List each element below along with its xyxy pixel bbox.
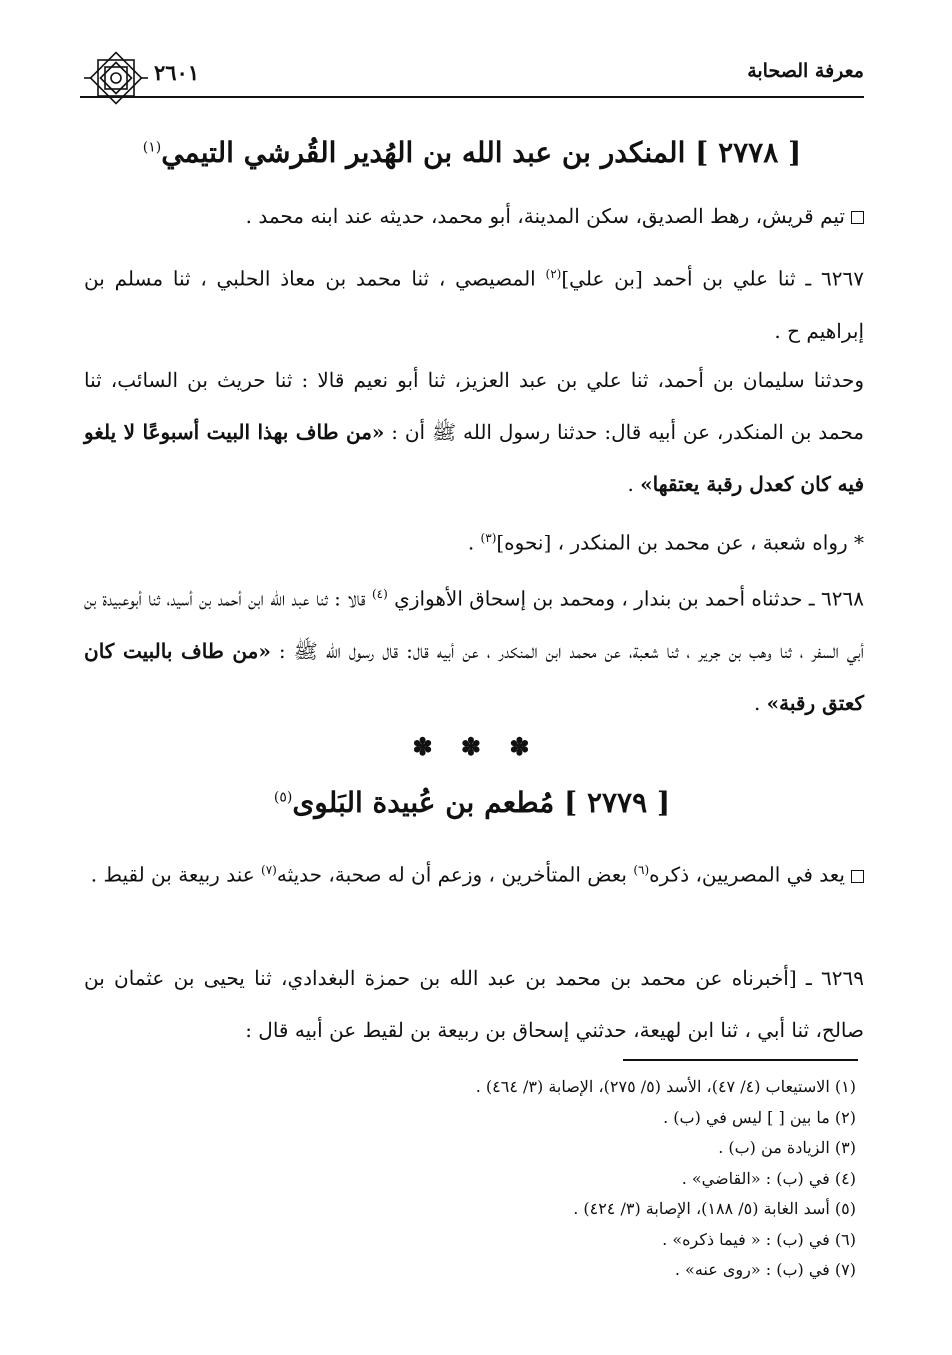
hadith-6268 [84, 568, 864, 729]
entry-intro [84, 844, 864, 901]
section-separator: ✽ ✽ ✽ [412, 732, 540, 761]
entry-heading-2778 [80, 136, 864, 169]
entry-heading-2779 [80, 786, 864, 819]
footnote-item: (٦) في (ب) : « فيما ذكره» . [662, 1229, 856, 1249]
hadith-matn: «من طاف بالبيت كان كعتق رقبة» [84, 638, 864, 715]
footnote-item: (٣) الزيادة من (ب) . [718, 1138, 856, 1157]
hadith-text: ٦٢٦٧ ـ ثنا علي بن أحمد [بن علي] [561, 266, 864, 291]
entry-heading-text: [ ٢٧٧٨ ] المنكدر بن عبد الله بن الهُدير القُرشي التيمي [161, 136, 802, 169]
intro-text: يعد في المصريين، ذكره [649, 862, 845, 887]
footnote-ref: (٤) [371, 587, 388, 601]
running-title: معرفة الصحابة [747, 60, 864, 82]
header-rule [80, 96, 864, 98]
note-text: * رواه شعبة ، عن محمد بن المنكدر ، [نحوه] [496, 530, 864, 555]
footnote-rule [623, 1059, 858, 1061]
footnote-ref: (٣) [480, 531, 497, 545]
shuba-note [84, 512, 864, 569]
page-header [80, 56, 864, 96]
hadith-text: قالا : ثنا عبد الله ابن أحمد بن أسيد، ثنا أبوعبيدة بن أبي السفر ، ثنا وهب بن جرير ، ثنا شعبة، عن محمد ابن المنكدر ، عن أبيه قال: قال رسول الله ﷺ : [84, 586, 864, 663]
hadith-text: المصيصي ، ثنا محمد بن معاذ الحلبي ، ثنا مسلم بن إبراهيم ح . [84, 266, 864, 343]
footnote-item: (٥) أسد الغابة (٥/ ١٨٨)، الإصابة (٣/ ٤٢٤) . [573, 1199, 856, 1218]
hadith-chain-2 [84, 354, 864, 510]
footnote-item: (١) الاستيعاب (٤/ ٤٧)، الأسد (٥/ ٢٧٥)، الإصابة (٣/ ٤٦٤) . [475, 1077, 856, 1096]
hadith-text: ٦٢٦٩ ـ [أخبرناه عن محمد بن محمد بن عبد الله بن حمزة البغدادي، ثنا يحيى بن عثمان بن صالح، ثنا أبي ، ثنا ابن لهيعة، حدثني إسحاق بن ربيعة بن لقيط عن أبيه قال : [84, 966, 864, 1042]
footnote-item: (٧) في (ب) : «روى عنه» . [674, 1260, 856, 1279]
hadith-6269 [84, 952, 864, 1056]
hadith-text: . [627, 472, 641, 496]
intro-text: عند ربيعة بن لقيط . [90, 862, 262, 887]
footnote-item: (٢) ما بين [ ] ليس في (ب) . [663, 1107, 856, 1127]
footnote-ref: (٥) [273, 789, 293, 806]
note-text: . [467, 530, 481, 555]
footnotes [300, 1072, 856, 1286]
footnote-ref: (٧) [261, 863, 277, 877]
hadith-matn: «من طاف بهذا البيت أسبوعًا لا يلغو فيه كان كعدل رقبة يعتقها» [84, 420, 864, 496]
entry-heading-text: [ ٢٧٧٩ ] مُطعم بن عُبيدة البَلوى [292, 786, 671, 819]
hadith-text: ٦٢٦٨ ـ حدثناه أحمد بن بندار ، ومحمد بن إسحاق الأهوازي [387, 586, 865, 611]
hadith-6267 [84, 248, 864, 357]
intro-text: تيم قريش، رهط الصديق، سكن المدينة، أبو محمد، حديثه عند ابنه محمد . [245, 204, 845, 228]
footnote-ref: (٢) [545, 267, 562, 281]
entry-intro [84, 190, 864, 242]
square-bullet-icon [851, 870, 864, 883]
intro-text: بعض المتأخرين ، وزعم أن له صحبة، حديثه [276, 862, 634, 887]
hadith-text: . [753, 690, 767, 715]
footnote-ref: (١) [142, 139, 162, 156]
footnote-item: (٤) في (ب) : «القاضي» . [681, 1168, 856, 1188]
hadith-text: وحدثنا سليمان بن أحمد، ثنا علي بن عبد العزيز، ثنا أبو نعيم قالا : ثنا حريث بن السائب، ثنا محمد بن المنكدر، عن أبيه قال: حدثنا رسول الله ﷺ أن : [84, 368, 864, 444]
square-bullet-icon [851, 211, 864, 224]
page-number: ٢٦٠١ [154, 60, 200, 85]
footnote-ref: (٦) [633, 863, 650, 877]
